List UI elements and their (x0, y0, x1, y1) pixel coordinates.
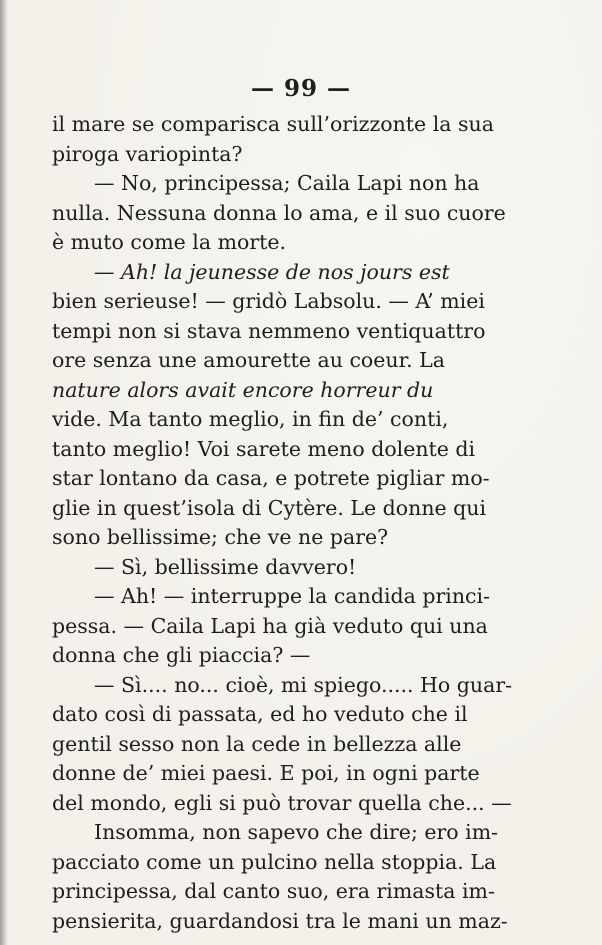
text-segment: — No, principessa; Caila Lapi non ha (94, 171, 480, 195)
text-line (52, 877, 552, 907)
text-segment: glie in quest’isola di Cytère. Le donne qui (52, 495, 487, 520)
text-line (52, 789, 552, 819)
text-line (52, 287, 552, 317)
text-segment: pacciato come un pulcino nella stoppia. La (52, 849, 497, 874)
text-line (52, 818, 552, 848)
text-line (52, 317, 552, 347)
text-segment: Insomma, non sapevo che dire; ero im- (94, 820, 499, 844)
text-line (52, 405, 552, 435)
text-segment: tempi non si stava nemmeno ventiquattro (52, 318, 486, 343)
text-line (52, 612, 552, 642)
text-segment: è muto come la morte. (52, 230, 287, 254)
text-line (52, 700, 552, 730)
text-segment: — Ah! la jeunesse de nos jours est (94, 259, 450, 284)
text-line (52, 110, 552, 140)
text-line (52, 730, 552, 760)
text-line (52, 376, 552, 406)
text-line (52, 346, 552, 376)
text-line (52, 494, 552, 524)
text-line (52, 582, 552, 612)
text-segment: pensierita, guardandosi tra le mani un maz- (52, 908, 508, 933)
text-segment: donna che gli piaccia? — (52, 643, 311, 667)
text-segment: pessa. — Caila Lapi ha già veduto qui una (52, 613, 488, 638)
text-segment: gentil sesso non la cede in bellezza alle (52, 731, 462, 756)
text-segment: — Ah! — interruppe la candida princi- (94, 584, 491, 608)
text-line (52, 435, 552, 465)
text-segment: ore senza une amourette au coeur. La (52, 348, 446, 372)
text-line (52, 641, 552, 671)
text-line (52, 228, 552, 258)
text-segment: sono bellissime; che ve ne pare? (52, 525, 389, 549)
text-segment: bien serieuse! — gridò Labsolu. — A’ miei (52, 289, 485, 313)
text-line (52, 848, 552, 878)
text-line (52, 671, 552, 701)
text-line (52, 140, 552, 170)
text-line (52, 759, 552, 789)
text-segment: dato così di passata, ed ho veduto che il (52, 702, 468, 726)
text-line (52, 464, 552, 494)
text-segment: — Sì.... no... cioè, mi spiego..... Ho guar- (94, 672, 513, 697)
page-gutter-shadow (0, 0, 8, 945)
text-segment: — Sì, bellissime davvero! (94, 554, 357, 579)
page-number: — 99 — (250, 75, 352, 102)
text-segment: tanto meglio! Voi sarete meno dolente di (52, 436, 476, 461)
text-segment: del mondo, egli si può trovar quella che... — (52, 790, 512, 815)
text-segment: nulla. Nessuna donna lo ama, e il suo cuore (52, 200, 506, 225)
text-segment: il mare se comparisca sull’orizzonte la sua (52, 112, 494, 136)
text-segment: vide. Ma tanto meglio, in fin de’ conti, (52, 407, 449, 431)
text-segment: piroga variopinta? (52, 141, 243, 166)
text-line (52, 523, 552, 553)
text-line (52, 258, 552, 288)
text-line (52, 553, 552, 583)
body-text (52, 110, 552, 936)
text-line (52, 199, 552, 229)
text-line (52, 907, 552, 937)
text-segment: donne de’ miei paesi. E poi, in ogni parte (52, 761, 480, 785)
text-segment: nature alors avait encore horreur du (52, 377, 434, 402)
text-segment: principessa, dal canto suo, era rimasta im- (52, 879, 495, 903)
text-segment: star lontano da casa, e potrete pigliar mo- (52, 466, 490, 490)
text-line (52, 169, 552, 199)
